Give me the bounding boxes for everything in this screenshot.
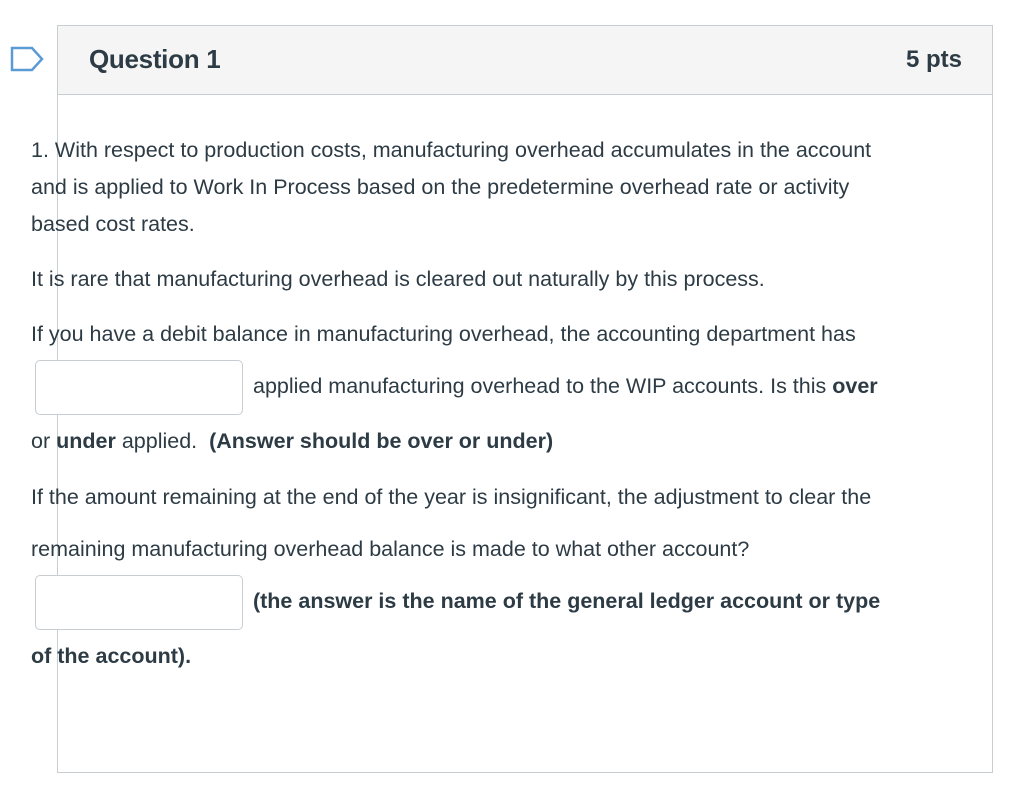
question-paragraph-2: It is rare that manufacturing overhead is cleared out naturally by this process. — [31, 267, 765, 291]
paragraph-4-lead-text: If the amount remaining at the end of the year is insignificant, the adjustment to clear the remaining manufacturing overhead balance is made to what other account? — [31, 485, 872, 561]
applied-text: applied. — [121, 429, 198, 453]
question-paragraph-3 — [31, 308, 901, 467]
question-paragraph-1: 1. With respect to production costs, manufacturing overhead accumulates in the account and is applied to Work In Process based on the predetermine overhead rate or activity based cost rates. — [31, 138, 872, 236]
answer-hint-2: (the answer is the name of the general ledger account or type of the account). — [31, 589, 881, 668]
paragraph-3-tail-text: applied manufacturing overhead to the WIP accounts. Is this — [252, 374, 827, 399]
or-text: or — [31, 429, 51, 453]
answer-blank-1[interactable] — [35, 360, 243, 415]
over-emphasis: over — [832, 374, 878, 399]
question-points: 5 pts — [905, 46, 962, 73]
question-title: Question 1 — [89, 44, 221, 74]
answer-hint-1: (Answer should be over or under) — [209, 429, 554, 453]
answer-blank-2[interactable] — [35, 575, 243, 630]
question-text — [31, 132, 901, 682]
bookmark-flag-icon[interactable] — [10, 46, 44, 72]
under-emphasis: under — [56, 429, 116, 453]
question-header — [58, 26, 992, 95]
paragraph-3-lead-text: If you have a debit balance in manufacturing overhead, the accounting department has — [31, 322, 856, 346]
question-paragraph-4 — [31, 471, 901, 682]
